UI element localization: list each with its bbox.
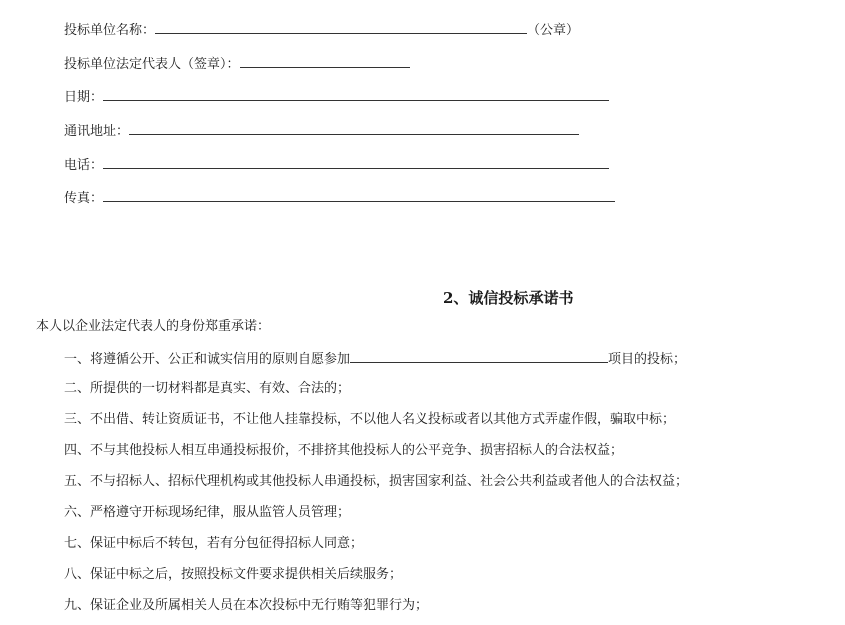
date-label: 日期： xyxy=(64,90,104,105)
pledge-item-8: 八、保证中标之后，按照投标文件要求提供相关后续服务； xyxy=(64,567,403,582)
pledge-item-1-suffix: 项目的投标； xyxy=(608,352,687,367)
pledge-item-2: 二、所提供的一切材料都是真实、有效、合法的； xyxy=(64,381,351,396)
legal-rep-row xyxy=(64,54,410,74)
fax-label: 传真： xyxy=(64,191,104,206)
phone-label: 电话： xyxy=(64,158,104,173)
pledge-item-5: 五、不与招标人、招标代理机构或其他投标人串通投标，损害国家利益、社会公共利益或者他人的合法权益； xyxy=(64,474,689,489)
fax-blank[interactable] xyxy=(103,188,615,202)
date-row xyxy=(64,87,609,107)
address-blank[interactable] xyxy=(129,121,579,135)
legal-rep-blank[interactable] xyxy=(240,54,410,68)
date-blank[interactable] xyxy=(103,87,609,101)
pledge-item-4: 四、不与其他投标人相互串通投标报价，不排挤其他投标人的公平竞争、损害招标人的合法权益； xyxy=(64,443,624,458)
pledge-item-6: 六、严格遵守开标现场纪律，服从监管人员管理； xyxy=(64,505,351,520)
pledge-item-9: 九、保证企业及所属相关人员在本次投标中无行贿等犯罪行为； xyxy=(64,598,429,613)
project-name-blank[interactable] xyxy=(350,349,608,363)
company-seal-note: （公章） xyxy=(527,23,580,38)
pledge-item-1 xyxy=(64,349,686,369)
company-name-blank[interactable] xyxy=(155,20,527,34)
company-name-label: 投标单位名称： xyxy=(64,23,156,38)
company-name-row xyxy=(64,20,579,40)
pledge-item-1-prefix: 一、将遵循公开、公正和诚实信用的原则自愿参加 xyxy=(64,352,351,367)
phone-row xyxy=(64,155,609,175)
address-label: 通讯地址： xyxy=(64,124,130,139)
pledge-item-3: 三、不出借、转让资质证书，不让他人挂靠投标，不以他人名义投标或者以其他方式弄虚作假，骗取中标； xyxy=(64,412,676,427)
legal-rep-label: 投标单位法定代表人（签章）： xyxy=(64,57,240,72)
pledge-intro: 本人以企业法定代表人的身份郑重承诺： xyxy=(36,319,271,334)
phone-blank[interactable] xyxy=(103,155,609,169)
address-row xyxy=(64,121,579,141)
pledge-title: 2、诚信投标承诺书 xyxy=(443,289,574,307)
pledge-item-7: 七、保证中标后不转包，若有分包征得招标人同意； xyxy=(64,536,364,551)
fax-row xyxy=(64,188,615,208)
